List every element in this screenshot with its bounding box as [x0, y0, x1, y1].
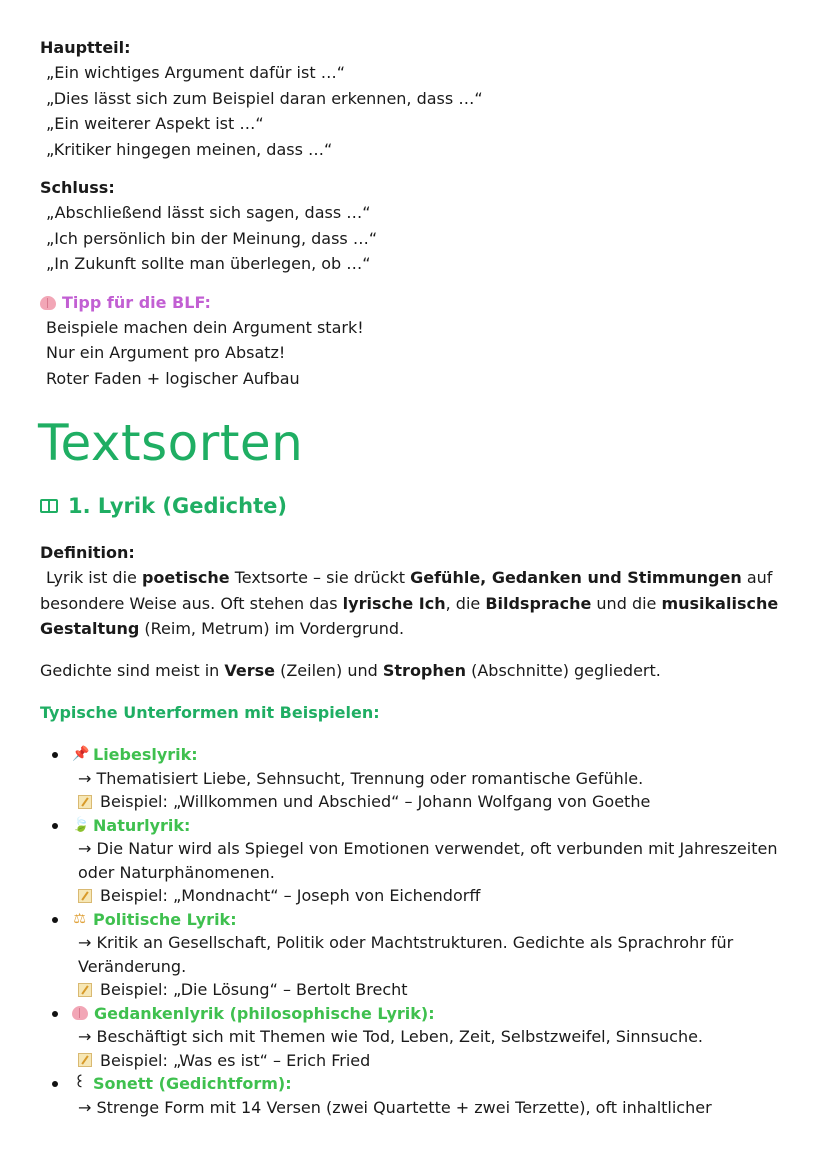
list-item — [40, 1002, 788, 1073]
subform-desc: → Die Natur wird als Spiegel von Emotionen verwendet, oft verbunden mit Jahreszeiten oder Naturphänomenen. — [78, 839, 778, 882]
subform-desc: → Strenge Form mit 14 Versen (zwei Quartette + zwei Terzette), oft inhaltlicher — [78, 1097, 712, 1117]
leaf-icon: 🍃 — [72, 816, 90, 833]
sonnet-glyph-icon: ꒰ — [74, 1075, 85, 1092]
def-text: (Reim, Metrum) im Vordergrund. — [139, 619, 405, 638]
def-text: und die — [591, 593, 662, 613]
list-item — [40, 908, 788, 1002]
subform-example-row — [72, 884, 788, 908]
hauptteil-line: „Ein wichtiges Argument dafür ist …“ — [46, 63, 345, 82]
p2-text: Gedichte sind meist in — [40, 660, 225, 680]
tipp-line: Roter Faden + logischer Aufbau — [46, 368, 300, 388]
schluss-heading: Schluss: — [40, 178, 115, 197]
tipp-line: Beispiele machen dein Argument stark! — [46, 317, 364, 337]
pushpin-icon: 📌 — [72, 746, 90, 763]
def-text: auf besondere Weise aus. Oft stehen das — [40, 568, 773, 613]
p2-bold: Strophen — [382, 660, 467, 680]
def-text: Lyrik ist die — [46, 568, 142, 587]
subform-example-row — [72, 790, 788, 814]
def-text: , die — [445, 593, 486, 613]
hauptteil-heading: Hauptteil: — [40, 38, 131, 57]
def-bold: lyrische Ich — [342, 593, 446, 613]
p2-bold: Verse — [224, 660, 276, 680]
subform-title-row — [72, 814, 788, 838]
def-bold: musikalische Gestaltung — [40, 593, 779, 638]
tipp-line: Nur ein Argument pro Absatz! — [46, 343, 286, 362]
list-item — [40, 814, 788, 908]
subform-example: Beispiel: „Was es ist“ – Erich Fried — [100, 1050, 371, 1070]
tipp-heading-row — [40, 291, 788, 315]
hauptteil-line: „Kritiker hingegen meinen, dass …“ — [46, 139, 333, 159]
hauptteil-section — [40, 36, 788, 162]
subform-title-row — [72, 1002, 788, 1026]
schluss-line: „Ich persönlich bin der Meinung, dass …“ — [46, 228, 378, 248]
definition-heading: Definition: — [40, 543, 135, 562]
subform-title-row — [72, 1072, 788, 1096]
scales-icon: ⚖ — [73, 910, 86, 927]
subform-desc: → Beschäftigt sich mit Themen wie Tod, Leben, Zeit, Selbstzweifel, Sinnsuche. — [78, 1027, 704, 1046]
tipp-heading: Tipp für die BLF: — [62, 292, 211, 312]
subforms-list — [40, 743, 788, 1119]
subforms-heading: Typische Unterformen mit Beispielen: — [40, 703, 380, 722]
hauptteil-line: „Ein weiterer Aspekt ist …“ — [46, 114, 264, 133]
brain-icon — [40, 296, 56, 310]
def-bold: poetische — [141, 568, 230, 587]
subform-example: Beispiel: „Die Lösung“ – Bertolt Brecht — [100, 980, 408, 999]
p2-text: (Abschnitte) gegliedert. — [466, 660, 661, 680]
subform-title: Liebeslyrik: — [93, 745, 198, 764]
book-icon — [40, 499, 58, 513]
subform-title-row — [72, 743, 788, 767]
subform-title: Sonett (Gedichtform): — [93, 1074, 292, 1093]
memo-icon — [78, 795, 92, 809]
subform-example-row — [72, 1049, 788, 1073]
subform-title: Politische Lyrik: — [93, 909, 237, 929]
schluss-section — [40, 176, 788, 277]
lyrik-heading-row — [40, 491, 788, 521]
list-item — [40, 743, 788, 814]
subform-title-row — [72, 908, 788, 932]
subform-example: Beispiel: „Mondnacht“ – Joseph von Eichendorff — [100, 886, 481, 905]
hauptteil-line: „Dies lässt sich zum Beispiel daran erkennen, dass …“ — [46, 88, 483, 108]
brain-icon — [72, 1006, 88, 1020]
subform-title: Naturlyrik: — [93, 815, 191, 835]
structure-paragraph — [40, 658, 788, 684]
p2-text: (Zeilen) und — [275, 660, 383, 680]
subform-example: Beispiel: „Willkommen und Abschied“ – Johann Wolfgang von Goethe — [100, 792, 651, 811]
definition-paragraph — [40, 565, 788, 642]
subform-desc: → Thematisiert Liebe, Sehnsucht, Trennung oder romantische Gefühle. — [78, 768, 644, 788]
schluss-line: „Abschließend lässt sich sagen, dass …“ — [46, 203, 371, 222]
subform-example-row — [72, 978, 788, 1002]
memo-icon — [78, 1053, 92, 1067]
tipp-section — [40, 291, 788, 392]
memo-icon — [78, 889, 92, 903]
lyrik-heading: 1. Lyrik (Gedichte) — [68, 494, 287, 518]
subform-desc: → Kritik an Gesellschaft, Politik oder Machtstrukturen. Gedichte als Sprachrohr für Veränderung. — [78, 933, 734, 976]
page-title: Textsorten — [38, 414, 304, 472]
def-bold: Gefühle, Gedanken und Stimmungen — [410, 568, 742, 587]
memo-icon — [78, 983, 92, 997]
subform-title: Gedankenlyrik (philosophische Lyrik): — [94, 1003, 435, 1023]
def-bold: Bildsprache — [485, 593, 592, 613]
schluss-line: „In Zukunft sollte man überlegen, ob …“ — [46, 254, 371, 273]
list-item — [40, 1072, 788, 1119]
def-text: Textsorte – sie drückt — [229, 568, 411, 587]
